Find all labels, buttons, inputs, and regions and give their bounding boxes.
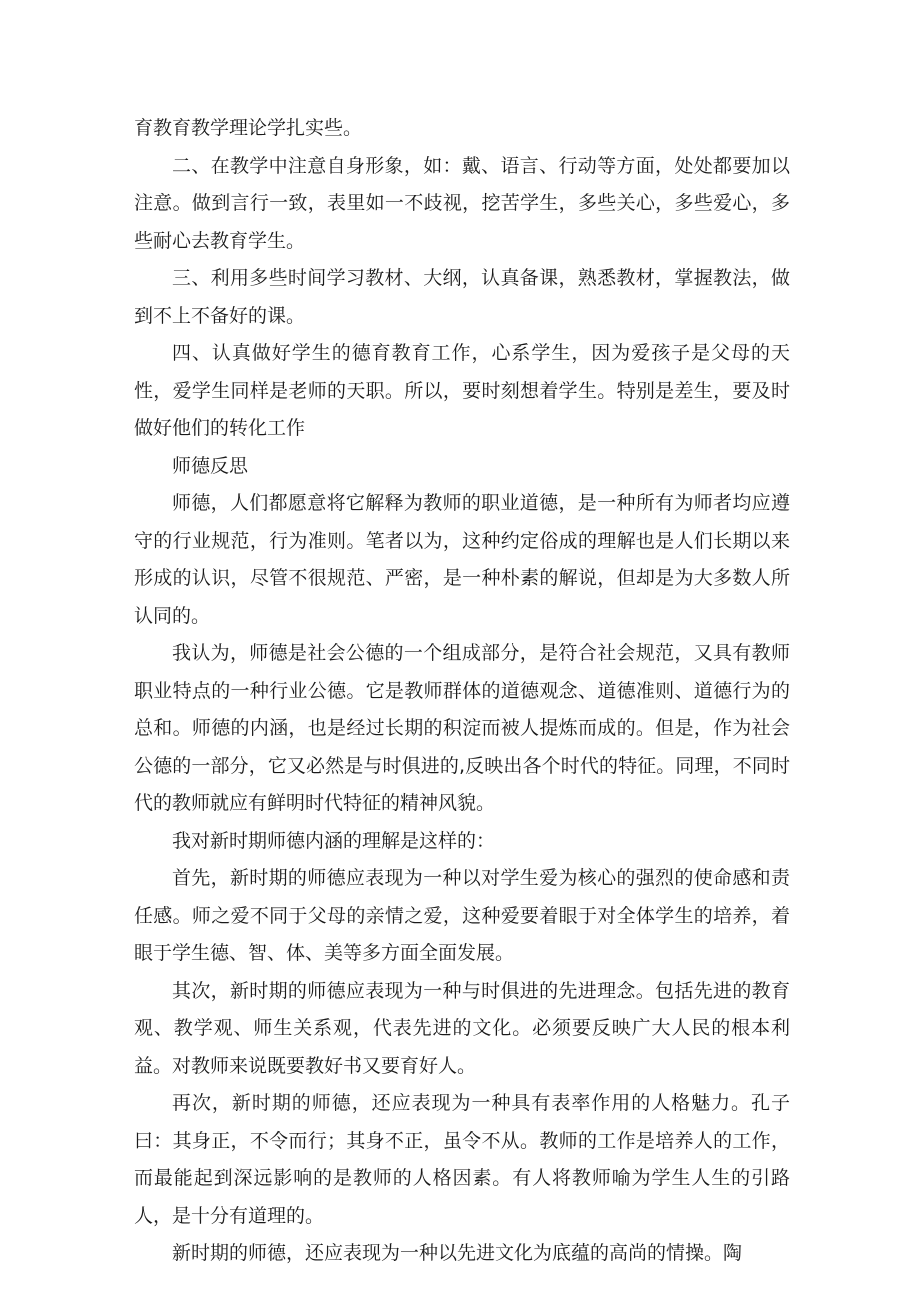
section-heading: 师德反思 [172,454,249,477]
document-body [134,110,790,1273]
paragraph-definition: 师德，人们都愿意将它解释为教师的职业道德，是一种所有为师者均应遵守的行业规范，行为准则。笔者以为，这种约定俗成的理解也是人们长期以来形成的认识，尽管不很规范、严密，是一种朴素的解说，但却是为大多数人所认同的。 [134,492,790,627]
paragraph-continuation: 育教育教学理论学扎实些。 [134,117,363,139]
paragraph-third: 再次，新时期的师德，还应表现为一种具有表率作用的人格魅力。孔子曰：其身正，不令而行；其身不正，虽令不从。教师的工作是培养人的工作，而最能起到深远影响的是教师的人格因素。有人将教师喻为学生人生的引路人，是十分有道理的。 [134,1092,790,1227]
paragraph-intro: 我对新时期师德内涵的理解是这样的： [172,829,496,852]
paragraph-point-four: 四、认真做好学生的德育教育工作，心系学生，因为爱孩子是父母的天性，爱学生同样是老师的天职。所以，要时刻想着学生。特别是差生，要及时做好他们的转化工作 [134,342,790,439]
paragraph-opinion: 我认为，师德是社会公德的一个组成部分，是符合社会规范，又具有教师职业特点的一种行业公德。它是教师群体的道德观念、道德准则、道德行为的总和。师德的内涵，也是经过长期的积淀而被人提炼而成的。但是，作为社会公德的一部分，它又必然是与时俱进的,反映出各个时代的特征。同理，不同时代的教师就应有鲜明时代特征的精神风貌。 [134,642,790,814]
paragraph-first: 首先，新时期的师德应表现为一种以对学生爱为核心的强烈的使命感和责任感。师之爱不同于父母的亲情之爱，这种爱要着眼于对全体学生的培养，着眼于学生德、智、体、美等多方面全面发展。 [134,867,790,964]
paragraph-point-two: 二、在教学中注意自身形象，如：戴、语言、行动等方面，处处都要加以注意。做到言行一致，表里如一不歧视，挖苦学生，多些关心，多些爱心，多些耐心去教育学生。 [134,154,790,252]
paragraph-fourth: 新时期的师德，还应表现为一种以先进文化为底蕴的高尚的情操。陶 [172,1242,743,1264]
paragraph-point-three: 三、利用多些时间学习教材、大纲，认真备课，熟悉教材，掌握教法，做到不上不备好的课。 [134,267,790,327]
paragraph-second: 其次，新时期的师德应表现为一种与时俱进的先进理念。包括先进的教育观、教学观、师生关系观，代表先进的文化。必须要反映广大人民的根本利益。对教师来说既要教好书又要育好人。 [134,979,790,1077]
